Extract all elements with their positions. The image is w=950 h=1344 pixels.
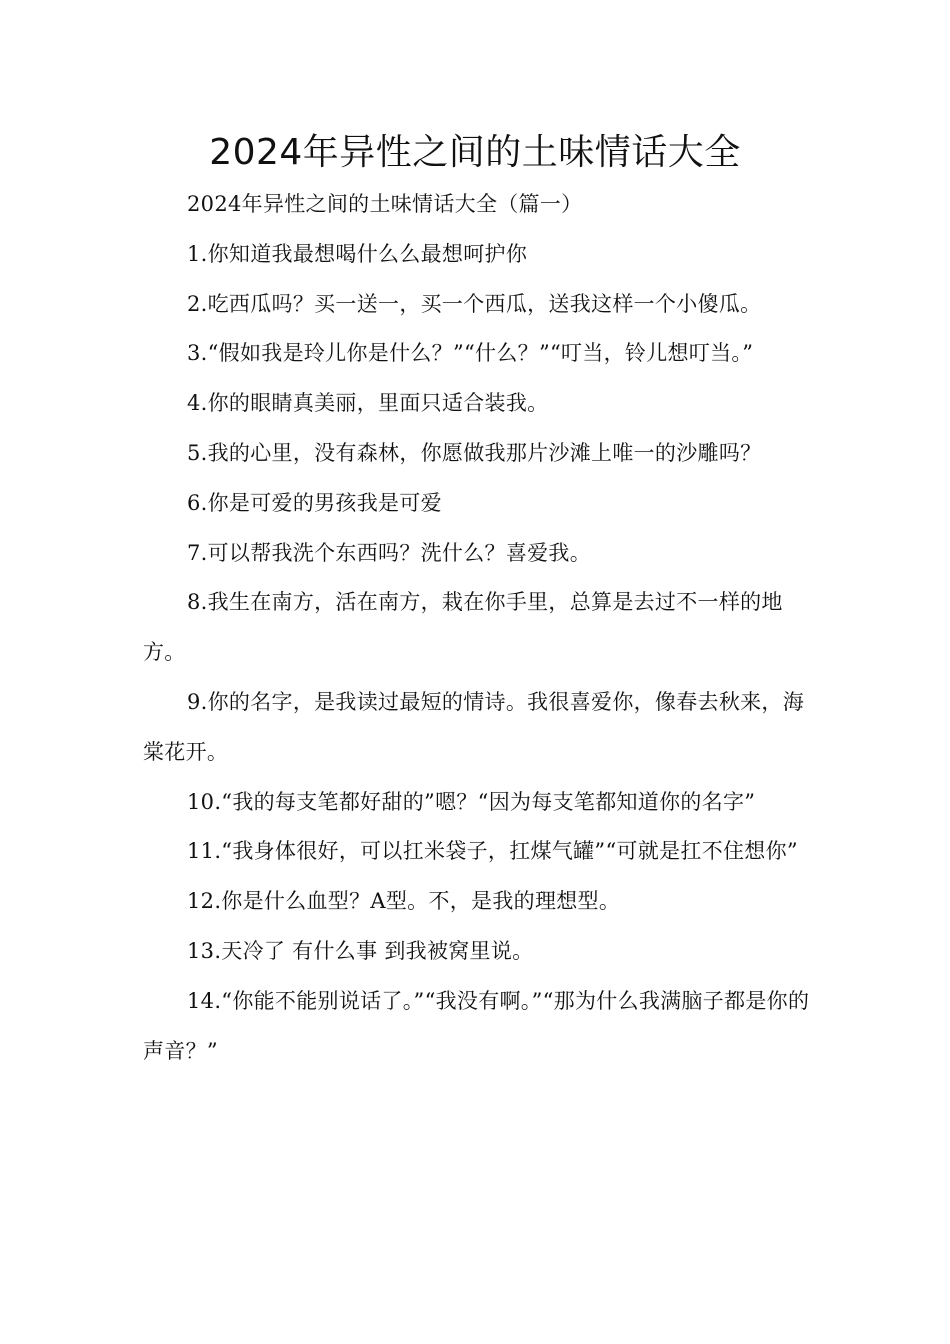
paragraph-14: 14.“你能不能别说话了。”“我没有啊。”“那为什么我满脑子都是你的声音？” xyxy=(143,988,810,1063)
document-body xyxy=(143,180,813,1076)
paragraph-11: 11.“我身体很好，可以扛米袋子，扛煤气罐”“可就是扛不住想你” xyxy=(187,839,798,864)
paragraph-9: 9.你的名字，是我读过最短的情诗。我很喜爱你，像春去秋来，海棠花开。 xyxy=(143,689,805,764)
paragraph-7: 7.可以帮我洗个东西吗？洗什么？喜爱我。 xyxy=(187,540,592,565)
section-heading: 2024年异性之间的土味情话大全（篇一） xyxy=(187,192,583,216)
paragraph-1: 1.你知道我最想喝什么么最想呵护你 xyxy=(187,241,528,266)
paragraph-8: 8.我生在南方，活在南方，栽在你手里，总算是去过不一样的地方。 xyxy=(143,590,783,665)
document-title: 2024年异性之间的土味情话大全 xyxy=(209,132,741,173)
paragraph-5: 5.我的心里，没有森林，你愿做我那片沙滩上唯一的沙雕吗？ xyxy=(187,440,762,465)
paragraph-13: 13.天冷了 有什么事 到我被窝里说。 xyxy=(187,938,534,963)
paragraph-12: 12.你是什么血型？A型。不，是我的理想型。 xyxy=(187,889,621,914)
paragraph-2: 2.吃西瓜吗？买一送一，买一个西瓜，送我这样一个小傻瓜。 xyxy=(187,291,762,316)
paragraph-3: 3.“假如我是玲儿你是什么？”“什么？”“叮当，铃儿想叮当。” xyxy=(187,341,754,366)
paragraph-10: 10.“我的每支笔都好甜的”嗯？“因为每支笔都知道你的名字” xyxy=(187,789,756,814)
paragraph-4: 4.你的眼睛真美丽，里面只适合装我。 xyxy=(187,391,549,416)
paragraph-6: 6.你是可爱的男孩我是可爱 xyxy=(187,490,442,515)
